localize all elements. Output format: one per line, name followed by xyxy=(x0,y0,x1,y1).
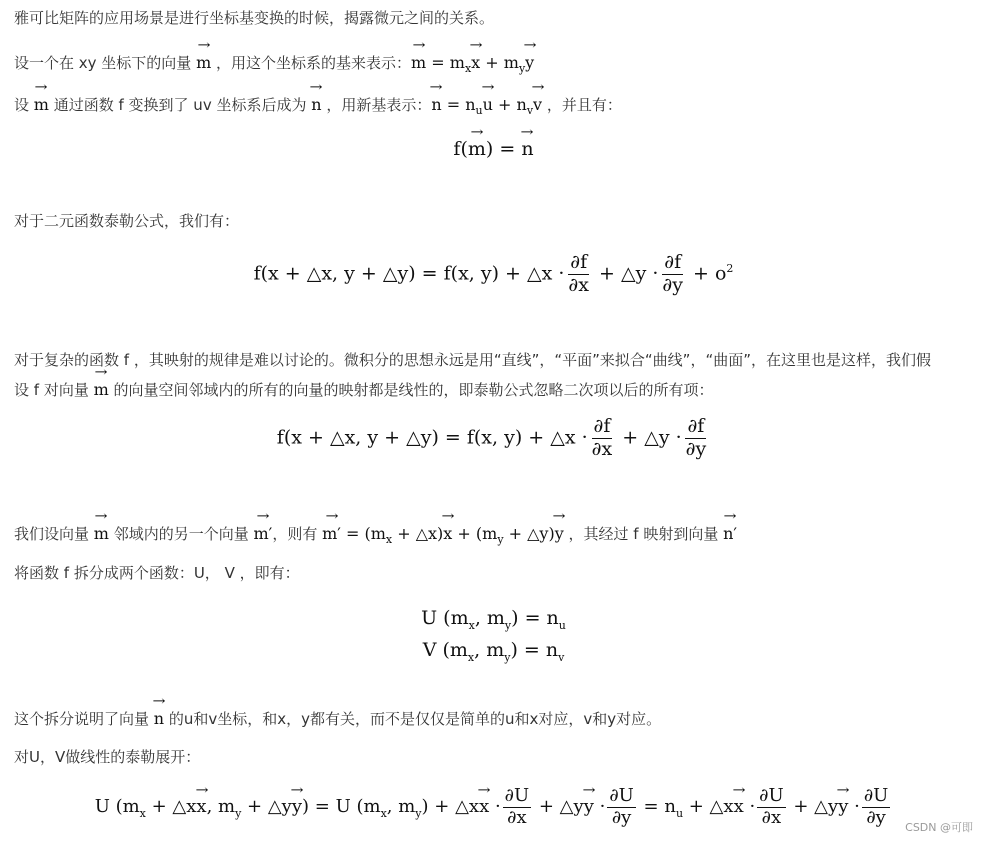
paragraph-linear-assumption-cont xyxy=(14,374,714,402)
equation-f-m-n: f(→ m) = → n xyxy=(0,134,987,160)
paragraph-vector-m xyxy=(14,47,534,81)
text-segment: 这个拆分说明了向量 xyxy=(14,710,154,728)
text-segment: ，则有 xyxy=(272,525,323,543)
equation-u-expansion: U ($m_x$ + △x→ x, $m_y$ + △y→ y) = U ($m_x$, $m_y$) + △x→ x · $\frac{\partial U}{\partial x}$ + △y→ y · $\frac{\partial U}{\partial y}$ = $n_u$ + △x→ x · $\frac{\partial U}{\partial x}$ + △y→ y · $\frac{\partial U}{\partial y}$ xyxy=(0,786,987,828)
equation-taylor-full: f(x + △x, y + △y) = f(x, y) + △x · $\frac{\partial f}{\partial x}$ + △y · $\frac{\partial f}{\partial y}$ + $o^2$ xyxy=(253,251,734,296)
math-vector-m: → m xyxy=(196,53,211,72)
text-segment: 设 xyxy=(14,96,34,114)
paragraph-intro: 雅可比矩阵的应用场景是进行坐标基变换的时候，揭露微元之间的关系。 xyxy=(14,9,495,27)
text-segment: ，用新基表示： xyxy=(321,96,432,114)
paragraph-vector-n xyxy=(14,89,622,123)
text-segment: 设一个在 xy 坐标下的向量 xyxy=(14,54,197,72)
paragraph-linear-expansion: 对U，V做线性的泰勒展开： xyxy=(14,748,201,766)
paragraph-split-meaning xyxy=(14,703,661,731)
text-segment: 我们设向量 xyxy=(14,525,94,543)
math-vector-m-prime: → m′ xyxy=(254,524,273,543)
text-segment: 邻域内的另一个向量 xyxy=(108,525,254,543)
text-segment: ，并且有： xyxy=(542,96,622,114)
text-segment: ，用这个坐标系的基来表示： xyxy=(211,54,412,72)
text-segment: ，其经过 f 映射到向量 xyxy=(563,525,724,543)
math-vector-n: → n xyxy=(311,95,321,114)
math-vector-m: → m xyxy=(34,95,49,114)
math-vector-n: → n xyxy=(154,709,164,728)
paragraph-neighbor-vector xyxy=(14,518,737,552)
text-segment: 的向量空间邻域内的所有的向量的映射都是线性的，即泰勒公式忽略二次项以后的所有项： xyxy=(108,381,714,399)
math-m-prime-decomposition: → $m' = (m_x$ + △x)→ $x + (m_y$ + △y)→ y xyxy=(322,524,564,543)
text-segment: 通过函数 f 变换到了 uv 坐标系后成为 xyxy=(48,96,312,114)
math-vector-n-prime: → n′ xyxy=(723,524,737,543)
text-segment: 的u和v坐标，和x，y都有关，而不是仅仅是简单的u和x对应，v和y对应。 xyxy=(164,710,662,728)
math-vector-m: → m xyxy=(94,524,109,543)
math-vector-m: → m xyxy=(94,380,109,399)
math-n-decomposition: → $n = n_u\to u + n_v\to v$ xyxy=(431,95,542,114)
paragraph-split-functions: 将函数 f 拆分成两个函数：U， V ，即有： xyxy=(14,564,300,582)
equation-u: U ($m_x$, $m_y) = n_u$ xyxy=(421,607,566,632)
equation-u-v-system xyxy=(0,606,987,670)
watermark: CSDN @可即 xyxy=(905,821,973,834)
equation-v: V ($m_x$, $m_y) = n_v$ xyxy=(422,638,565,664)
paragraph-taylor-intro: 对于二元函数泰勒公式，我们有： xyxy=(14,212,240,230)
equation-taylor-linear: f(x + △x, y + △y) = f(x, y) + △x · $\frac{\partial f}{\partial x}$ + △y · $\frac{\partial f}{\partial y}$ xyxy=(276,415,707,460)
math-m-decomposition: → $m = m_x\to x + m_y\to y$ xyxy=(411,53,534,72)
text-segment: 设 f 对向量 xyxy=(14,381,94,399)
paragraph-linear-assumption: 对于复杂的函数 f ，其映射的规律是难以讨论的。微积分的思想永远是用“直线”，“平面”来拟合“曲线”，“曲面”，在这里也是这样，我们假 xyxy=(14,351,931,369)
